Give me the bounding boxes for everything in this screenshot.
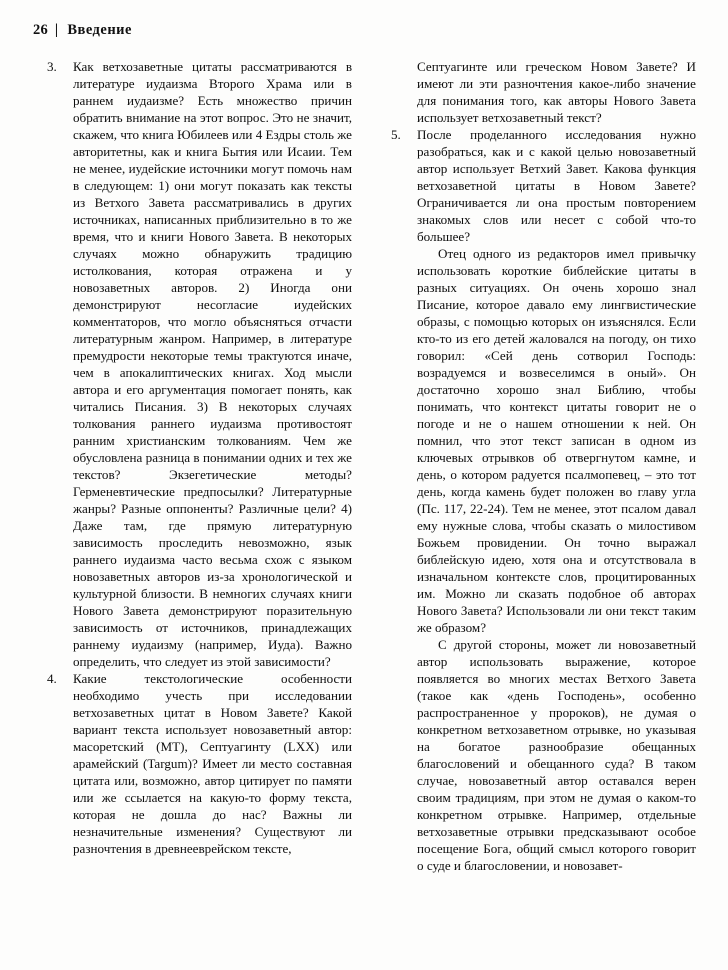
list-item-5-text: После проделанного исследования нужно разобраться, как и с какой целью новозаветный автор использует Ветхий Завет. Какова функция ветхозаветной цитаты в Новом Завете? Ограничивается ли она простым повторением знакомых слов или несет с собой что-то большее?	[417, 127, 696, 244]
list-item-3	[47, 58, 352, 670]
section-title: Введение	[67, 22, 132, 38]
paragraph-editors-father: Отец одного из редакторов имел привычку использовать короткие библейские цитаты в разных ситуациях. Он очень хорошо знал Писание, которое давало ему лингвистические образы, с помощью которых он изъяснялся. Если кто-то из его детей жаловался на погоду, он тихо говорил: «Сей день сотворил Господь: возрадуемся и возвеселимся в оный». Он достаточно хорошо знал Библию, чтобы понимать, что контекст цитаты говорит не о погоде и не о нашем отношении к ней. Он помнил, что этот текст записан в одном из ключевых отрывков об отвергнутом камне, и день, о котором радуется псалмопевец, – это тот день, когда камень будет положен во главу угла (Пс. 117, 22-24). Тем не менее, этот псалом давал ему нужные слова, чтобы сказать о милостивом Божьем провидении. Он точно выражал библейскую идею, хотя она и отсутствовала в изначальном контексте слов, процитированных им. Можно ли сказать подобное об авторах Нового Завета? Использовали ли они текст таким же образом?	[417, 246, 696, 635]
list-marker-4: 4.	[47, 671, 57, 686]
paragraph-day-of-the-lord: С другой стороны, может ли новозаветный автор использовать выражение, которое появляется во многих местах Ветхого Завета (такое как «день Господень», особенно распространенное у пророков), не думая о конкретном ветхозаветном отрывке, но указывая на богатое разнообразие обещанных благословений и обещанного суда? В таком случае, новозаветный автор оставался верен своим традициям, при этом не думая о каком-то конкретном отрывке. Например, отдельные ветхозаветные отрывки предсказывают особое посещение Бога, общий смысл которого говорит о суде и благословении, и новозавет-	[417, 637, 696, 873]
list-item-3-text: Как ветхозаветные цитаты рассматриваются в литературе иудаизма Второго Храма или в раннем иудаизме? Есть множество причин обратить внимание на этот вопрос. Это не значит, скажем, что книга Юбилеев или 4 Ездры столь же авторитетны, как и книга Бытия или Исаии. Тем не менее, иудейские источники могут помочь нам в следующем: 1) они могут показать как тексты из Ветхого Завета рассматривались в других источниках, написанных приблизительно в то же время, что и книги Нового Завета. В некоторых случаях можно обнаружить традицию истолкования, которая отражена и у новозаветных авторов. 2) Иногда они демонстрируют несогласие иудейских комментаторов, что могло объясняться отчасти литературным жанром. Например, в литературе премудрости некоторые темы трактуются иначе, чем в апокалиптических книгах. Ход мысли автора и его аргументация помогает понять, как читались Писания. 3) В некоторых случаях толкования раннего иудаизма противостоят ранним христианским толкованиям. Чем же обусловлена разница в понимании одних и тех же текстов? Экзегетические методы? Герменевтические предпосылки? Литературные жанры? Разные оппоненты? Различные цели? 4) Даже там, где прямую литературную зависимость проследить невозможно, язык раннего иудаизма часто весьма схож с языком новозаветных авторов из-за хронологической и культурной близости. В немногих случаях книги Нового Завета демонстрируют поразительную зависимость от источников, принадлежащих раннему иудаизму (например, Иуда). Важно определить, что следует из этой зависимости?	[73, 59, 352, 669]
list-item-4-text: Какие текстологические особенности необходимо учесть при исследовании ветхозаветных цитат в Новом Завете? Какой вариант текста использует новозаветный автор: масоретский (МТ), Септуагинту (LXX) или арамейский (Targum)? Имеет ли место составная цитата или, возможно, автор цитирует по памяти или же ссылается на какую-то форму текста, которая не дошла до нас? Важны ли незначительные изменения? Существуют ли разночтения в древнееврейском тексте,	[73, 671, 352, 856]
list-item-4	[47, 670, 352, 857]
list-marker-5: 5.	[391, 127, 401, 142]
right-column	[391, 58, 696, 874]
running-head	[33, 22, 132, 39]
page-number: 26	[33, 22, 48, 38]
text-columns	[0, 58, 728, 963]
list-item-4-continuation: Септуагинте или греческом Новом Завете? И имеют ли эти разночтения какое-либо значение для понимания того, как авторы Нового Завета использует ветхозаветный текст?	[417, 59, 696, 125]
list-marker-3: 3.	[47, 59, 57, 74]
list-item-5	[391, 126, 696, 245]
left-column	[47, 58, 352, 857]
running-head-separator: |	[54, 22, 59, 38]
